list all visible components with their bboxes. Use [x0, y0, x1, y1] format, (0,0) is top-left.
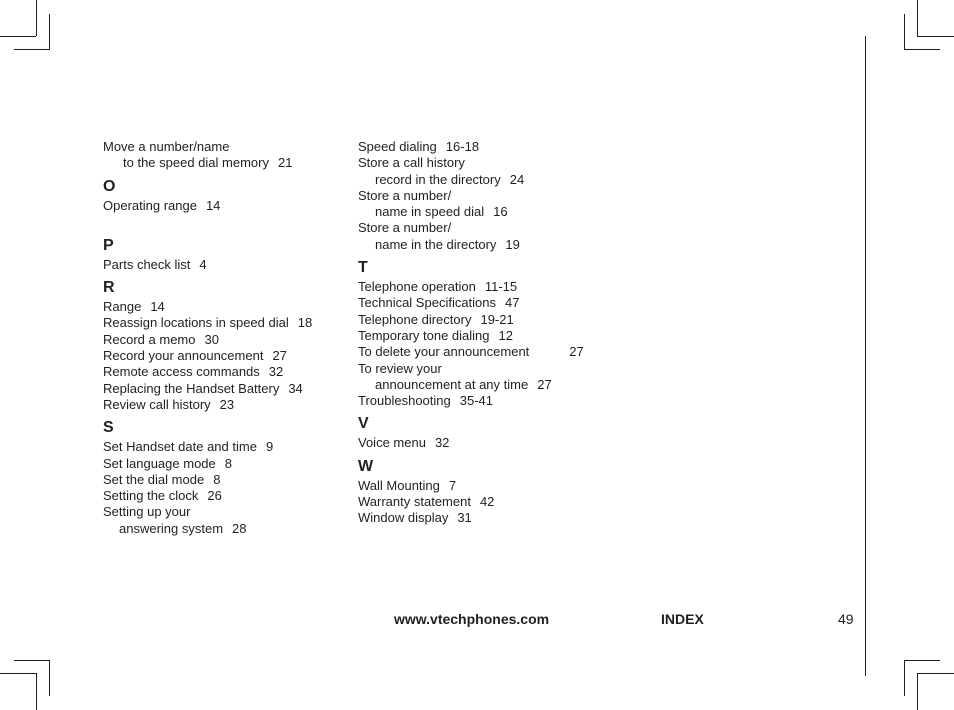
index-letter-heading: O	[103, 177, 116, 195]
index-entry-text: Voice menu	[358, 435, 426, 451]
index-column-right	[358, 139, 618, 527]
index-entry-text: Wall Mounting	[358, 477, 440, 493]
index-entry-page: 24	[509, 171, 525, 187]
index-entry-page: 27	[537, 376, 552, 392]
index-entry	[358, 361, 618, 377]
index-entry-page: 42	[479, 494, 495, 510]
index-entry	[358, 237, 618, 253]
index-entry-text: Store a number/	[358, 220, 452, 236]
index-entry-text: Range	[103, 299, 142, 315]
index-entry-text: name in the directory	[375, 236, 497, 252]
crop-mark	[917, 673, 918, 710]
index-entry-text: To delete your announcement	[358, 344, 530, 360]
index-entry	[103, 139, 343, 155]
index-entry	[103, 348, 343, 364]
index-entry	[103, 364, 343, 380]
crop-mark	[36, 673, 37, 710]
index-entry-page: 12	[498, 327, 513, 343]
index-entry-text: Technical Specifications	[358, 295, 497, 311]
index-letter-heading: R	[103, 279, 115, 297]
index-entry-page: 4	[199, 256, 207, 272]
index-entry-text: Reassign locations in speed dial	[103, 315, 289, 331]
index-entry-page: 7	[448, 477, 457, 493]
index-entry	[103, 315, 343, 331]
index-entry-text: Store a number/	[358, 187, 452, 203]
index-entry	[103, 456, 343, 472]
index-entry-page: 30	[204, 331, 219, 347]
crop-mark	[0, 36, 36, 37]
crop-mark	[14, 49, 50, 50]
index-entry-text: Replacing the Handset Battery	[103, 380, 280, 396]
crop-mark	[917, 673, 954, 674]
index-entry	[103, 198, 343, 214]
index-entry-text: name in speed dial	[375, 204, 485, 220]
index-entry-page: 16-18	[445, 139, 480, 154]
index-entry-text: Set language mode	[103, 455, 216, 471]
index-entry-page: 14	[150, 299, 165, 315]
index-entry	[103, 381, 343, 397]
crop-mark	[49, 660, 50, 696]
index-entry-text: Operating range	[103, 197, 197, 213]
index-entry	[358, 220, 618, 236]
index-entry-text: To review your	[358, 360, 442, 376]
index-entry	[358, 279, 618, 295]
index-entry	[103, 155, 343, 171]
index-entry	[358, 172, 618, 188]
index-entry-text: Remote access commands	[103, 364, 260, 380]
index-entry-text: Troubleshooting	[358, 393, 451, 409]
index-letter-heading: T	[358, 259, 368, 277]
crop-mark	[0, 673, 36, 674]
crop-mark	[917, 0, 918, 36]
footer-section-title: INDEX	[661, 611, 704, 627]
index-entry	[103, 439, 343, 455]
index-entry-text: Temporary tone dialing	[358, 327, 490, 343]
index-entry	[358, 328, 618, 344]
index-column-left	[103, 139, 343, 537]
index-entry-page: 9	[265, 439, 274, 455]
index-entry-page: 11-15	[484, 279, 518, 295]
index-entry	[358, 295, 618, 311]
index-entry	[358, 312, 618, 328]
crop-mark	[904, 49, 940, 50]
crop-mark	[904, 660, 940, 661]
crop-mark	[14, 660, 50, 661]
index-entry	[358, 155, 618, 171]
index-entry	[103, 332, 343, 348]
index-entry-page: 31	[457, 510, 472, 526]
index-entry-text: Setting up your	[103, 504, 191, 520]
footer-page-number: 49	[838, 611, 854, 627]
index-entry	[358, 204, 618, 220]
index-entry	[358, 188, 618, 204]
index-entry-page: 8	[213, 471, 221, 487]
index-entry-text: Set the dial mode	[103, 471, 205, 487]
index-entry-page: 32	[268, 364, 284, 380]
index-entry	[358, 377, 618, 393]
index-entry	[358, 139, 618, 155]
index-entry-text: Set Handset date and time	[103, 439, 257, 455]
index-entry-text: to the speed dial memory	[123, 155, 269, 171]
page-edge-rule	[865, 36, 866, 676]
index-entry-page: 47	[505, 295, 520, 311]
footer-website: www.vtechphones.com	[394, 611, 550, 627]
index-entry	[103, 299, 343, 315]
crop-mark	[917, 36, 954, 37]
index-entry-text: Move a number/name	[103, 139, 230, 154]
index-entry-page: 32	[434, 435, 450, 451]
index-entry	[358, 494, 618, 510]
index-entry	[358, 393, 618, 409]
index-entry-text: Telephone operation	[358, 279, 476, 295]
index-entry-text: record in the directory	[375, 171, 501, 187]
index-entry-page: 28	[232, 520, 247, 536]
index-letter-heading: S	[103, 419, 114, 437]
index-entry-page: 35-41	[459, 393, 493, 409]
crop-mark	[904, 660, 905, 696]
index-entry	[358, 344, 618, 360]
index-entry-text: Window display	[358, 510, 449, 526]
index-entry	[103, 257, 343, 273]
index-letter-heading: P	[103, 236, 114, 254]
index-entry-page: 8	[224, 455, 232, 471]
index-entry-text: Setting the clock	[103, 488, 199, 504]
index-entry-text: Record a memo	[103, 331, 196, 347]
index-entry-text: Warranty statement	[358, 494, 471, 510]
index-entry-page: 26	[207, 488, 222, 504]
index-entry-page: 14	[205, 197, 221, 213]
index-entry-text: Record your announcement	[103, 348, 264, 364]
index-entry	[103, 521, 343, 537]
index-entry-text: Store a call history	[358, 155, 465, 171]
index-letter-heading: W	[358, 457, 374, 475]
index-entry-text: Review call history	[103, 396, 211, 412]
index-entry-text: Speed dialing	[358, 139, 437, 154]
index-entry-page: 21	[277, 155, 293, 171]
index-entry-page: 19-21	[480, 311, 514, 327]
crop-mark	[904, 14, 905, 50]
index-entry-page: 27	[569, 344, 584, 360]
index-entry	[103, 397, 343, 413]
index-entry	[358, 435, 618, 451]
index-entry-page: 23	[219, 396, 235, 412]
spacer	[103, 214, 343, 231]
index-entry	[358, 510, 618, 526]
index-entry	[103, 488, 343, 504]
index-entry-page: 18	[297, 315, 313, 331]
index-entry-page: 27	[272, 348, 287, 364]
index-entry-text: answering system	[119, 520, 224, 536]
index-entry-page: 19	[505, 236, 520, 252]
index-entry-text: Parts check list	[103, 256, 191, 272]
index-entry-page: 34	[288, 380, 303, 396]
index-entry-text: Telephone directory	[358, 311, 472, 327]
index-entry	[103, 472, 343, 488]
index-entry-text: announcement at any time	[375, 376, 529, 392]
index-letter-heading: V	[358, 415, 369, 433]
index-entry	[358, 478, 618, 494]
crop-mark	[36, 0, 37, 36]
index-entry	[103, 504, 343, 520]
index-entry-page: 16	[493, 204, 508, 220]
crop-mark	[49, 14, 50, 50]
